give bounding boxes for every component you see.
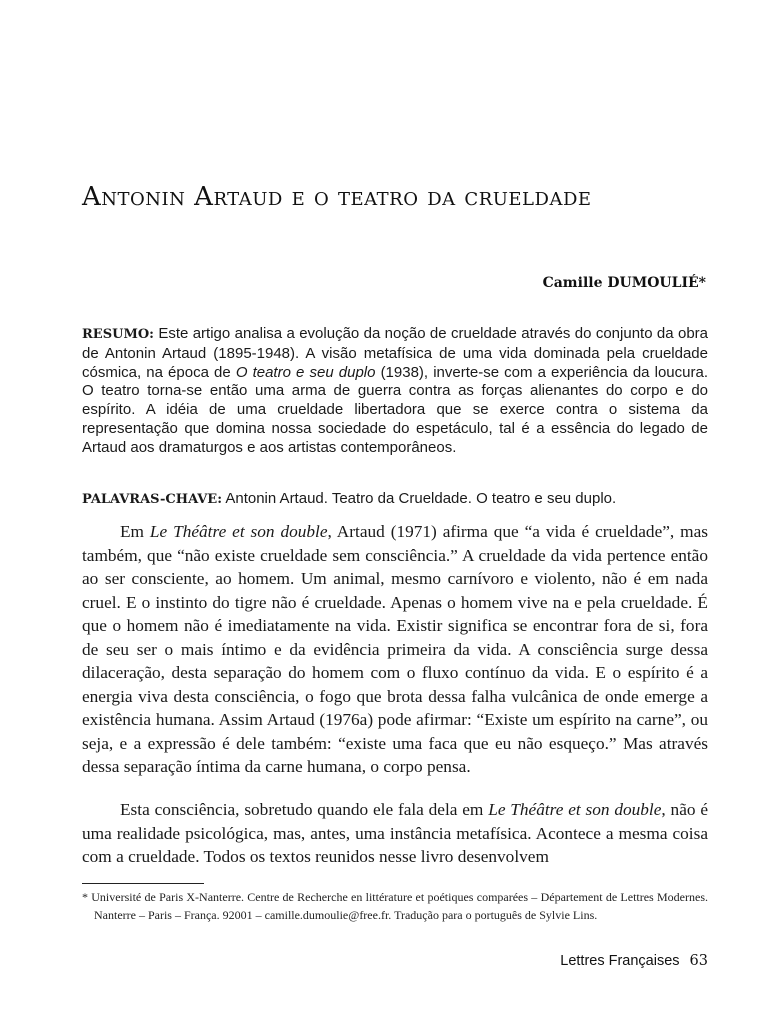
footnote-divider (82, 883, 204, 884)
keywords-label: PALAVRAS-CHAVE: (82, 492, 222, 507)
book-title: O teatro e seu duplo (235, 363, 376, 381)
footnote: * Université de Paris X-Nanterre. Centre de Recherche en littérature et poétiques comparées – Département de Lettres Modernes. Nanterre – Paris – França. 92001 – camille.dumoulie@free.fr. Tradução para o português de Sylvie Lins. (82, 890, 708, 922)
book-title: Le Théâtre et son double (488, 800, 662, 819)
page-footer (560, 953, 708, 969)
abstract-text: Este artigo analisa a evolução da noção de crueldade através do conjunto da obra de Antonin Artaud (1895-1948). A visão metafísica de uma vida dominada pela crueldade cósmica, na época de O teatro e seu duplo (1938), inverte-se com a experiência da loucura. O teatro torna-se então uma arma de guerra contra as forças alienantes do corpo e do espírito. A idéia de uma crueldade libertadora que se exerce contra o sistema da representação que domina nossa sociedade do espetáculo, tal é a essência do legado de Artaud aos dramaturgos e aos artistas contemporâneos. (82, 325, 709, 456)
abstract-label: RESUMO: (82, 327, 154, 342)
article-page (82, 0, 708, 1024)
keywords (82, 490, 708, 510)
body-paragraph: Esta consciência, sobretudo quando ele fala dela em Le Théâtre et son double, não é uma realidade psicológica, mas, antes, uma instância metafísica. Acontece a mesma coisa com a crueldade. Todos os textos reunidos nesse livro desenvolvem (82, 800, 708, 866)
abstract (82, 325, 708, 458)
keywords-text: Antonin Artaud. Teatro da Crueldade. O teatro e seu duplo. (225, 490, 617, 507)
page-number: 63 (689, 953, 708, 969)
author-name: Camille DUMOULIÉ* (542, 275, 706, 291)
journal-name: Lettres Françaises (560, 953, 680, 969)
body-paragraph: Em Le Théâtre et son double, Artaud (1971) afirma que “a vida é crueldade”, mas também, que “não existe crueldade sem consciência.” A crueldade da vida pertence então ao ser consciente, ao homem. Um animal, mesmo carnívoro e violento, não é em nada cruel. E o instinto do tigre não é crueldade. Apenas o homem vive na e pela crueldade. É que o homem não é imediatamente na vida. Existir significa se encontrar fora de si, fora de seu ser o mais íntimo e da evidência primeira da vida. A consciência surge dessa dilaceração, desta separação do homem com o fluxo contínuo da vida. E o espírito é a energia viva desta consciência, o fogo que brota dessa falha vulcânica de onde emerge a existência humana. Assim Artaud (1976a) pode afirmar: “Existe um espírito na carne”, ou seja, e a expressão é dele também: “existe uma faca que eu não esqueço.” Mas através dessa separação íntima da carne humana, o corpo pensa. (82, 522, 708, 776)
book-title: Le Théâtre et son double (149, 522, 328, 541)
article-title: Antonin Artaud e o teatro da crueldade (82, 182, 592, 212)
